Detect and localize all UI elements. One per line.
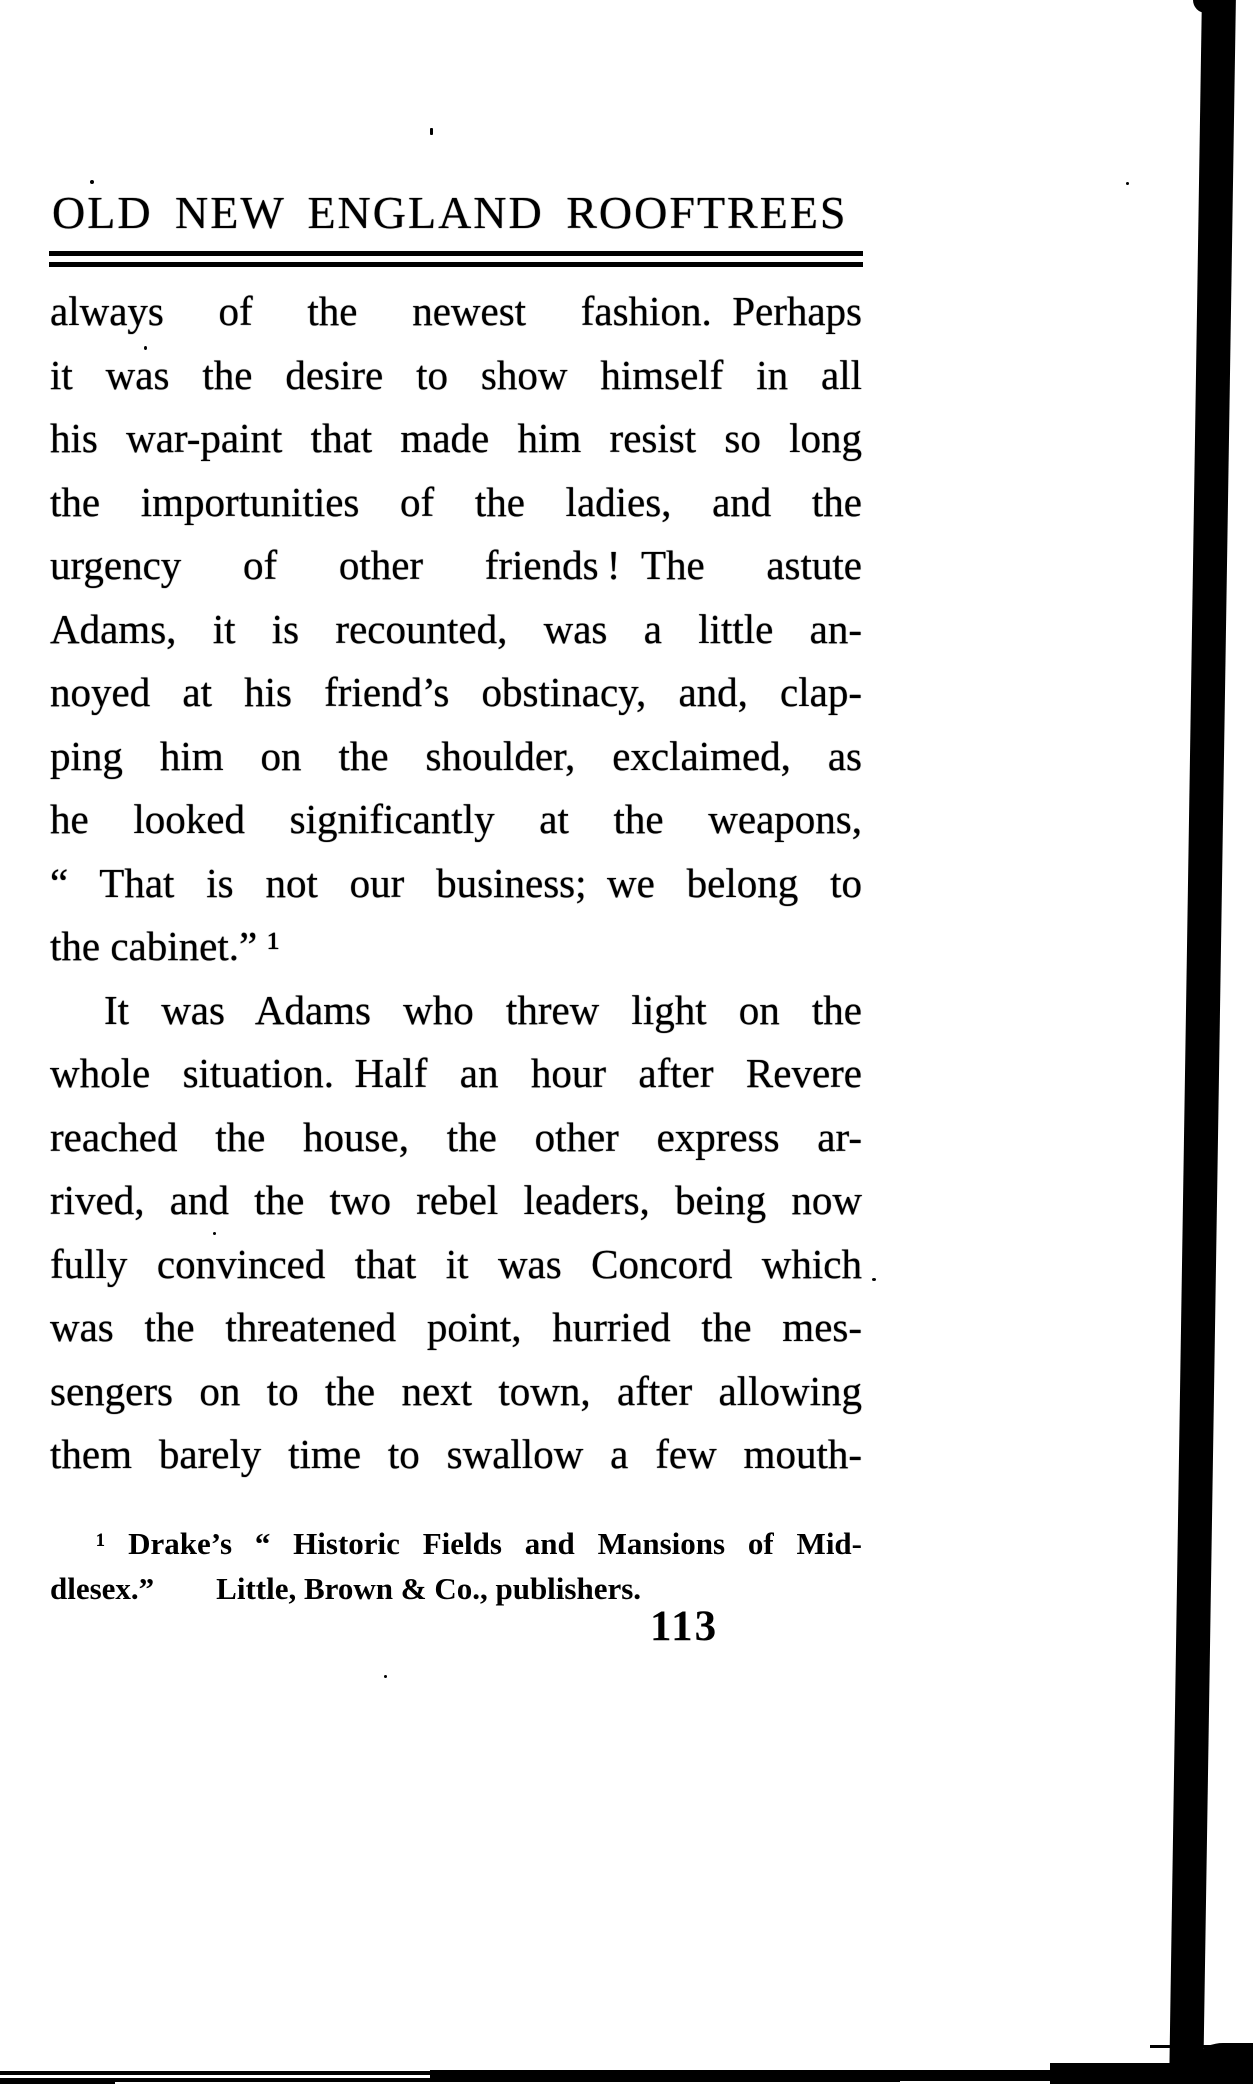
bottom-edge-line-a bbox=[0, 2071, 480, 2075]
ink-speck bbox=[384, 1675, 387, 1678]
running-head-title: OLD NEW ENGLAND ROOFTREES bbox=[52, 187, 848, 238]
footnote-line: dlesex.” Little, Brown & Co., publishers. bbox=[50, 1571, 642, 1606]
body-line: rived, and the two rebel leaders, being now bbox=[50, 1177, 862, 1223]
head-rule-lower bbox=[49, 262, 863, 267]
body-line: the cabinet.” ¹ bbox=[50, 923, 280, 969]
bottom-edge-left bbox=[0, 2079, 115, 2084]
footnote-line: ¹ Drake’s “ Historic Fields and Mansions of Mid- bbox=[96, 1526, 862, 1561]
body-line: it was the desire to show himself in all bbox=[50, 351, 862, 398]
ink-speck bbox=[213, 1232, 216, 1235]
ink-speck bbox=[872, 1278, 876, 1281]
bottom-edge-line-b bbox=[0, 2078, 900, 2082]
body-line: he looked significantly at the weapons, bbox=[50, 796, 862, 842]
ink-speck bbox=[430, 128, 433, 135]
paragraph-1 bbox=[50, 280, 862, 979]
ink-speck bbox=[1126, 182, 1129, 185]
ink-speck bbox=[90, 180, 94, 184]
body-line: noyed at his friend’s obstinacy, and, clap- bbox=[50, 669, 862, 715]
head-rule-upper bbox=[49, 251, 863, 256]
body-line: Adams, it is recounted, was a little an- bbox=[50, 605, 862, 652]
body-line: was the threatened point, hurried the mes- bbox=[50, 1304, 862, 1350]
body-line: urgency of other friends ! The astute bbox=[50, 542, 862, 588]
body-line: fully convinced that it was Concord which bbox=[50, 1240, 862, 1287]
body-line: ping him on the shoulder, exclaimed, as bbox=[50, 732, 862, 779]
page-number: 113 bbox=[650, 1603, 719, 1650]
body-line: them barely time to swallow a few mouth- bbox=[50, 1431, 862, 1477]
body-line: “ That is not our business; we belong to bbox=[50, 859, 862, 906]
body-text bbox=[50, 280, 862, 1487]
paragraph-2 bbox=[50, 979, 862, 1487]
body-line: his war-paint that made him resist so long bbox=[50, 415, 862, 461]
body-line: reached the house, the other express ar- bbox=[50, 1113, 862, 1160]
ink-speck bbox=[144, 346, 147, 350]
body-line: always of the newest fashion. Perhaps bbox=[50, 288, 862, 334]
footnote bbox=[50, 1521, 862, 1611]
body-line: It was Adams who threw light on the bbox=[104, 986, 862, 1033]
body-line: sengers on to the next town, after allowing bbox=[50, 1367, 862, 1414]
body-line: whole situation. Half an hour after Revere bbox=[50, 1050, 862, 1096]
page-edge-band bbox=[1168, 0, 1236, 2084]
body-line: the importunities of the ladies, and the bbox=[50, 478, 862, 525]
